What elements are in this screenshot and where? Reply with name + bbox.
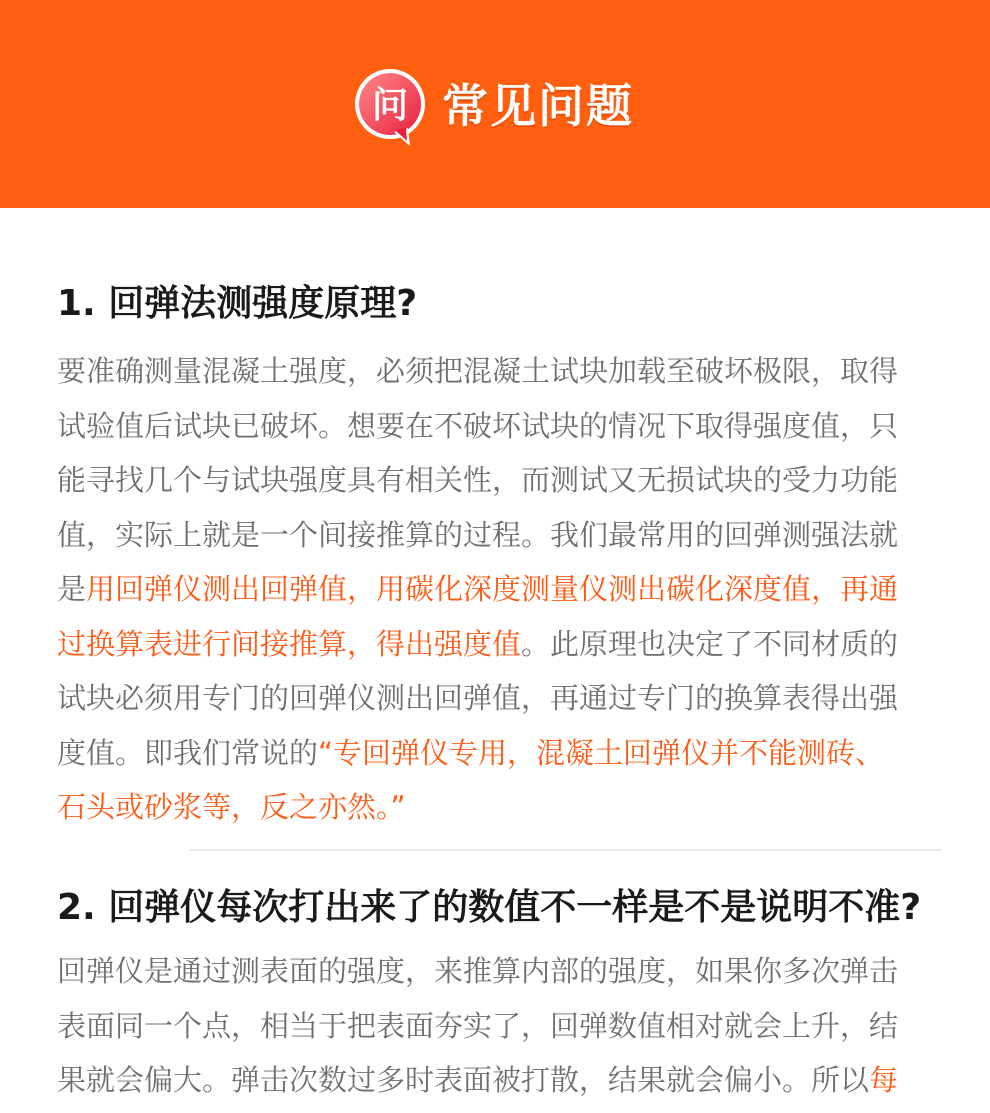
body-text: 值，实际上就是一个间接推算的过程。我们最常用的回弹测强法就 [57, 517, 899, 552]
answer-line [57, 453, 942, 508]
body-text: 。此原理也决定了不同材质的 [521, 626, 899, 661]
answer-line [57, 780, 942, 835]
faq-question-1-title: 1. 回弹法测强度原理? [57, 283, 418, 324]
body-text: 果就会偏大。弹击次数过多时表面被打散，结果就会偏小。所以 [57, 1063, 870, 1097]
highlighted-text: 用回弹仪测出回弹值，用碳化深度测量仪测出碳化深度值，再通 [86, 572, 899, 606]
body-text: 要准确测量混凝土强度，必须把混凝土试块加载至破坏极限，取得 [57, 354, 899, 388]
answer-line [57, 508, 942, 563]
banner-heading [350, 66, 634, 146]
answer-line [57, 562, 942, 617]
question-bubble-icon [350, 66, 430, 146]
icon-glyph: 问 [371, 85, 409, 126]
answer-line [57, 1053, 942, 1108]
body-text: 是 [57, 572, 87, 606]
body-text: 试块必须用专门的回弹仪测出回弹值，再通过专门的换算表得出强 [57, 681, 899, 715]
highlighted-text: 过换算表进行间接推算，得出强度值 [57, 626, 522, 661]
faq-question-2-title: 2. 回弹仪每次打出来了的数值不一样是不是说明不准? [57, 887, 922, 928]
page-title: 常见问题 [442, 79, 634, 133]
answer-line [57, 726, 942, 781]
answer-line [57, 944, 942, 999]
answer-line [57, 399, 942, 454]
answer-line [57, 617, 942, 672]
answer-line [57, 671, 942, 726]
body-text: 度值。即我们常说的 [57, 735, 319, 770]
highlighted-text: “专回弹仪专用，混凝土回弹仪并不能测砖、 [318, 735, 885, 770]
faq-answer-2 [57, 944, 942, 1108]
body-text: 试验值后试块已破坏。想要在不破坏试块的情况下取得强度值，只 [57, 408, 899, 443]
highlighted-text: 石头或砂浆等，反之亦然。” [57, 790, 406, 824]
section-divider [190, 849, 942, 851]
faq-banner [0, 0, 990, 208]
answer-line [57, 999, 942, 1054]
highlighted-text: 每 [869, 1063, 899, 1097]
faq-answer-1 [57, 344, 942, 835]
answer-line [57, 344, 942, 399]
body-text: 表面同一个点，相当于把表面夯实了，回弹数值相对就会上升，结 [57, 1008, 899, 1043]
body-text: 回弹仪是通过测表面的强度，来推算内部的强度，如果你多次弹击 [57, 954, 899, 988]
body-text: 能寻找几个与试块强度具有相关性，而测试又无损试块的受力功能 [57, 463, 899, 497]
